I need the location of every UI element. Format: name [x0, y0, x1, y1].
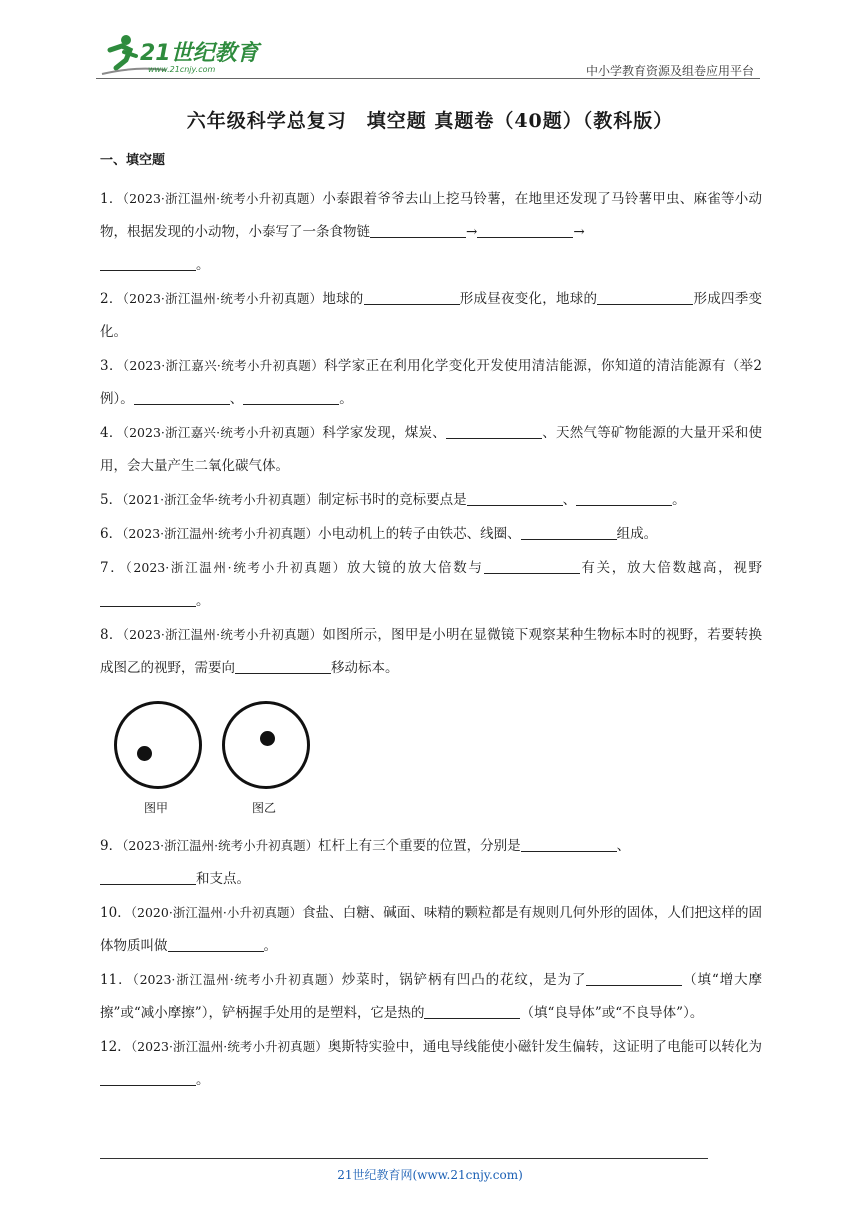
answer-blank[interactable] [477, 223, 573, 238]
microscope-figure [114, 695, 334, 825]
question-9: 9．（2023·浙江温州·统考小升初真题）杠杆上有三个重要的位置，分别是 、 和支点。 [100, 838, 631, 887]
answer-blank[interactable] [100, 256, 196, 271]
answer-blank[interactable] [168, 937, 264, 952]
specimen-dot [260, 731, 275, 746]
answer-blank[interactable] [235, 659, 331, 674]
section-heading: 一、填空题 [100, 153, 166, 168]
footer-link[interactable]: 21世纪教育网(www.21cnjy.com) [337, 1168, 523, 1182]
answer-blank[interactable] [521, 525, 617, 540]
figure-label-jia: 图甲 [144, 801, 169, 815]
question-3: 3．（2023·浙江嘉兴·统考小升初真题）科学家正在利用化学变化开发使用清洁能源，你知道的清洁能源有（举2例）。 、 。 [100, 358, 762, 407]
question-8: 8．（2023·浙江温州·统考小升初真题）如图所示，图甲是小明在显微镜下观察某种生物标本时的视野，若要转换成图乙的视野，需要向 移动标本。 [100, 627, 763, 676]
answer-blank[interactable] [467, 491, 563, 506]
question-11: 11．（2023·浙江温州·统考小升初真题）炒菜时，锅铲柄有凹凸的花纹，是为了 （填“增大摩擦”或“减小摩擦”），铲柄握手处用的是塑料，它是热的 （填“良导体”或“不良导体”）。 [100, 972, 762, 1021]
answer-blank[interactable] [134, 390, 230, 405]
question-12: 12．（2023·浙江温州·统考小升初真题）奥斯特实验中，通电导线能使小磁针发生偏转，这证明了电能可以转化为。 [100, 1039, 763, 1088]
question-1: 1．（2023·浙江温州·统考小升初真题）小泰跟着爷爷去山上挖马铃薯，在地里还发现了马铃薯甲虫、麻雀等小动物，根据发现的小动物，小泰写了一条食物链 → → 。 [100, 191, 763, 273]
answer-blank[interactable] [576, 491, 672, 506]
question-2: 2．（2023·浙江温州·统考小升初真题）地球的 形成昼夜变化，地球的 形成四季变化。 [100, 291, 763, 340]
answer-blank[interactable] [597, 290, 693, 305]
answer-blank[interactable] [484, 559, 580, 574]
site-logo [96, 30, 276, 78]
svg-text:21世纪教育: 21世纪教育 [140, 41, 259, 66]
field-of-view-yi [222, 701, 310, 789]
answer-blank[interactable] [100, 1071, 196, 1086]
answer-blank[interactable] [446, 424, 542, 439]
figure-label-yi: 图乙 [252, 801, 277, 815]
answer-blank[interactable] [364, 290, 460, 305]
platform-name: 中小学教育资源及组卷应用平台 [585, 64, 754, 78]
question-4: 4．（2023·浙江嘉兴·统考小升初真题）科学家发现，煤炭、 、天然气等矿物能源的大量开采和使用，会大量产生二氧化碳气体。 [100, 425, 763, 474]
field-of-view-jia [114, 701, 202, 789]
page-title: 六年级科学总复习 填空题 真题卷（40题）（教科版） [186, 110, 674, 132]
answer-blank[interactable] [586, 971, 682, 986]
page-header [96, 30, 760, 80]
header-divider [96, 78, 760, 79]
question-10: 10．（2020·浙江温州·小升初真题）食盐、白糖、碱面、味精的颗粒都是有规则几何外形的固体，人们把这样的固体物质叫做 。 [100, 905, 763, 954]
specimen-dot [137, 746, 152, 761]
answer-blank[interactable] [424, 1004, 520, 1019]
footer-divider [100, 1158, 708, 1159]
question-6: 6．（2023·浙江温州·统考小升初真题）小电动机上的转子由铁芯、线圈、 组成。 [100, 526, 658, 542]
answer-blank[interactable] [100, 592, 196, 607]
question-7: 7．（2023·浙江温州·统考小升初真题）放大镜的放大倍数与 有关，放大倍数越高，视野。 [100, 560, 763, 609]
question-list [100, 150, 762, 1097]
question-5: 5．（2021·浙江金华·统考小升初真题）制定标书时的竞标要点是 、 。 [100, 492, 686, 508]
answer-blank[interactable] [100, 870, 196, 885]
answer-blank[interactable] [370, 223, 466, 238]
answer-blank[interactable] [243, 390, 339, 405]
svg-text:www.21cnjy.com: www.21cnjy.com [148, 65, 216, 74]
answer-blank[interactable] [521, 837, 617, 852]
